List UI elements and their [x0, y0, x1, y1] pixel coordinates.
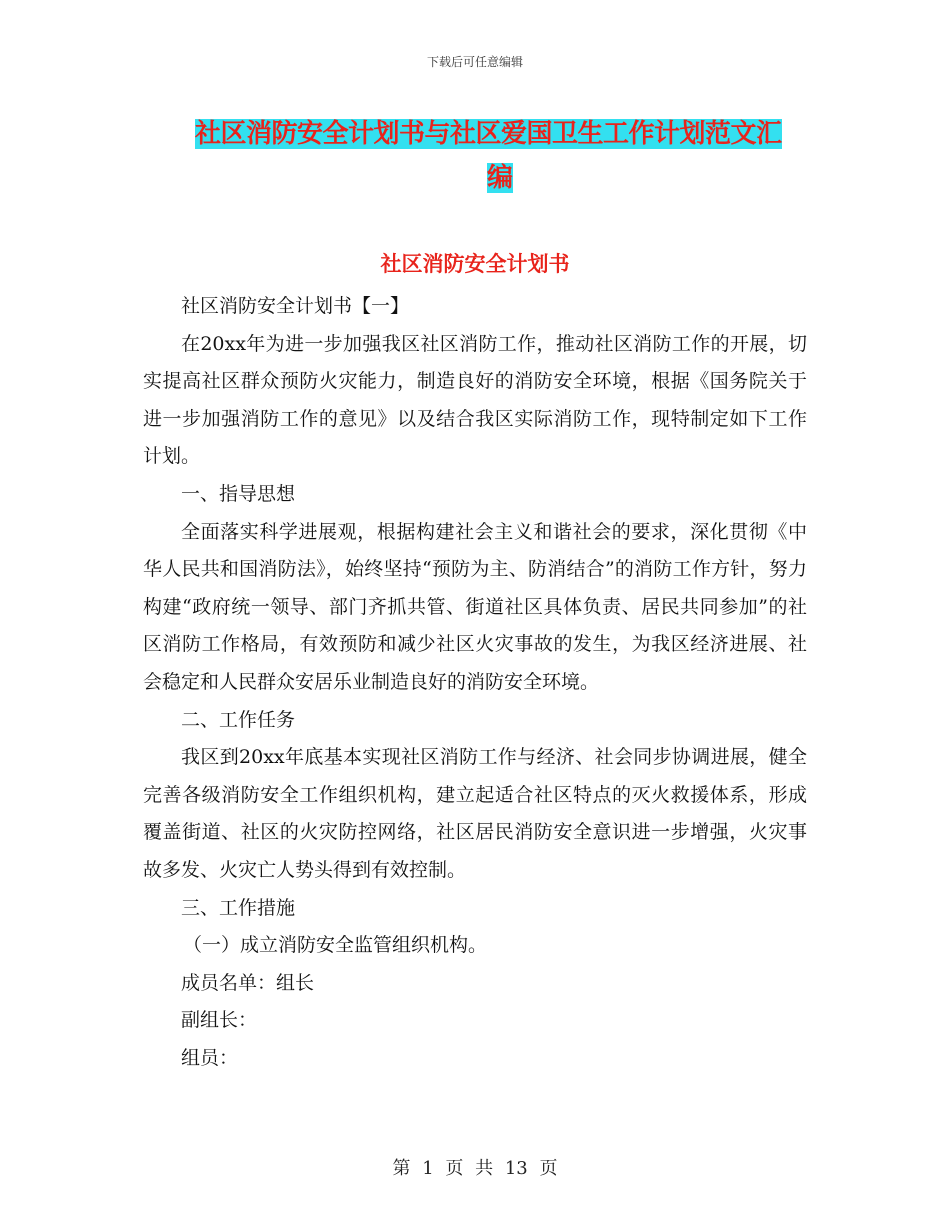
- paragraph-measure-1: （一）成立消防安全监管组织机构。: [183, 934, 488, 957]
- document-title: [195, 112, 805, 200]
- paragraph-intro: 在20xx年为进一步加强我区社区消防工作，推动社区消防工作的开展，切实提高社区群众预防火灾能力，制造良好的消防安全环境，根据《国务院关于进一步加强消防工作的意见》以及结合我区实际消防工作，现特制定如下工作计划。: [143, 332, 807, 468]
- page-footer: 第 1 页 共 13 页: [392, 1158, 558, 1179]
- title-line-1: 社区消防安全计划书与社区爱国卫生工作计划范文汇: [195, 119, 782, 149]
- section-title: 社区消防安全计划书: [380, 251, 570, 276]
- section-heading-guiding: 一、指导思想: [181, 482, 296, 505]
- paragraph-group-members: 组员：: [181, 1046, 239, 1069]
- paragraph-tasks: 我区到20xx年底基本实现社区消防工作与经济、社会同步协调进展，健全完善各级消防安全工作组织机构，建立起适合社区特点的灭火救援体系，形成覆盖街道、社区的火灾防控网络，社区居民消防安全意识进一步增强，火灾事故多发、火灾亡人势头得到有效控制。: [143, 746, 807, 881]
- paragraph-guiding: 全面落实科学进展观，根据构建社会主义和谐社会的要求，深化贯彻《中华人民共和国消防法》，始终坚持“预防为主、防消结合”的消防工作方针，努力构建“政府统一领导、部门齐抓共管、街道社区具体负责、居民共同参加”的社区消防工作格局，有效预防和减少社区火灾事故的发生，为我区经济进展、社会稳定和人民群众安居乐业制造良好的消防安全环境。: [143, 520, 807, 693]
- document-body: [143, 288, 807, 1077]
- paragraph-heading-1: 社区消防安全计划书【一】: [181, 295, 410, 317]
- page-header: 下载后可任意编辑: [426, 55, 523, 69]
- paragraph-vice-leader: 副组长：: [181, 1009, 258, 1032]
- title-line-2: 编: [486, 163, 513, 193]
- section-heading-measures: 三、工作措施: [181, 896, 296, 919]
- paragraph-members: 成员名单：组长: [181, 971, 315, 994]
- section-heading-tasks: 二、工作任务: [181, 708, 296, 731]
